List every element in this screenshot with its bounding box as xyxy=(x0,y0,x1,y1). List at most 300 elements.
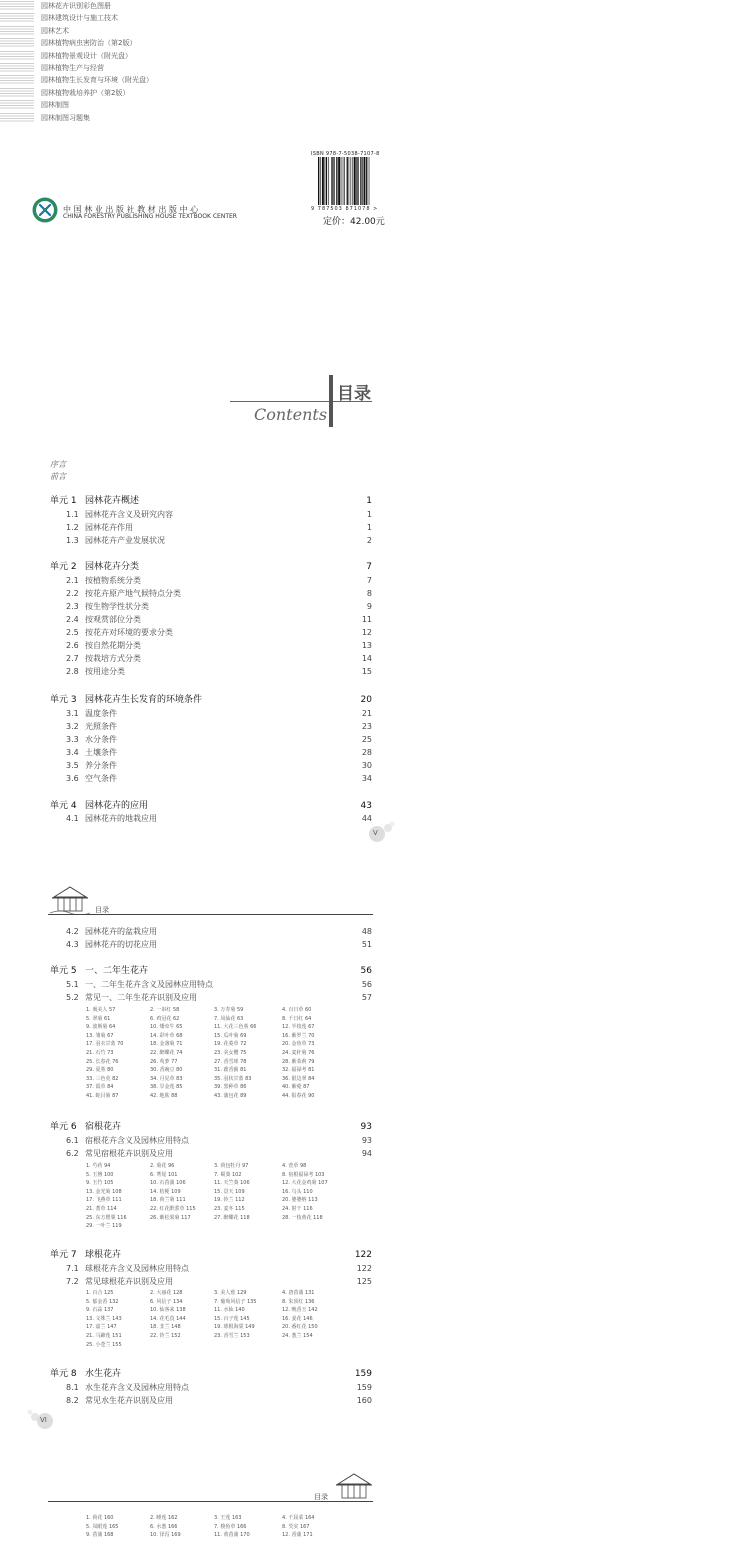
toc-section-entry xyxy=(0,508,750,521)
species-entry: 19. 花菱草 72 xyxy=(214,1041,247,1048)
species-entry: 3. 万寿菊 59 xyxy=(214,1007,244,1013)
species-entry: 16. 紫罗兰 70 xyxy=(282,1032,315,1039)
barcode-digits: 9 787503 871078 > xyxy=(311,206,379,212)
species-entry: 19. 球根海棠 149 xyxy=(214,1324,255,1331)
species-entry: 11. 天竺葵 106 xyxy=(214,1180,250,1187)
book-list-item xyxy=(0,87,300,99)
species-entry: 10. 矮牵牛 65 xyxy=(150,1024,183,1031)
stripe-decoration xyxy=(0,75,34,85)
toc-section-entry xyxy=(0,733,750,746)
species-entry: 2. 大丽花 128 xyxy=(150,1290,183,1296)
toc-page-number: 56 xyxy=(361,980,372,989)
species-entry: 1. 荷花 160 xyxy=(86,1515,114,1521)
toc-number: 3.6 xyxy=(66,774,79,783)
toc-number: 单元 2 xyxy=(50,562,77,572)
toc-title: 前言 xyxy=(50,472,66,481)
toc-section-entry xyxy=(0,652,750,665)
species-entry: 15. 景天 109 xyxy=(214,1188,245,1195)
species-entry: 33. 三色苋 82 xyxy=(86,1075,119,1082)
book-title: 园林植物栽培养护（第2版） xyxy=(41,88,130,97)
toc-title: 光照条件 xyxy=(85,722,117,731)
page-number: V xyxy=(373,829,378,837)
species-entry: 12. 香蒲 171 xyxy=(282,1532,313,1539)
toc-page-number: 125 xyxy=(356,1277,372,1286)
toc-title: 水分条件 xyxy=(85,735,117,744)
pavilion-illustration-icon xyxy=(334,1470,374,1502)
toc-number: 单元 8 xyxy=(50,1369,77,1379)
species-entry: 8. 芡实 167 xyxy=(282,1523,310,1530)
toc-page-number: 13 xyxy=(361,641,372,650)
species-entry: 24. 麦秆菊 76 xyxy=(282,1050,315,1056)
toc-title: 园林花卉分类 xyxy=(85,562,140,572)
isbn-text: ISBN 978-7-5038-7107-8 xyxy=(311,151,380,157)
species-entry: 10. 石菖蒲 106 xyxy=(150,1180,186,1187)
toc-title: 按生物学性状分类 xyxy=(85,602,149,611)
toc-number: 6.2 xyxy=(66,1149,79,1158)
toc-page-number: 30 xyxy=(361,761,372,770)
toc-front-entry xyxy=(0,470,750,483)
toc-title: 园林花卉产业发展状况 xyxy=(85,536,165,545)
book-list-item xyxy=(0,25,300,37)
species-entry: 24. 葱兰 154 xyxy=(282,1333,313,1339)
species-entry: 14. 彩叶草 68 xyxy=(150,1032,183,1039)
species-entry: 35. 羽状甘蓝 83 xyxy=(214,1075,252,1082)
species-entry: 39. 黑种草 86 xyxy=(214,1084,247,1091)
toc-number: 7.2 xyxy=(66,1277,79,1286)
toc-title: 水生花卉含义及园林应用特点 xyxy=(85,1383,189,1392)
toc-page-number: 15 xyxy=(361,667,372,676)
toc-page-number: 28 xyxy=(361,748,372,757)
toc-page-number: 9 xyxy=(366,602,372,611)
price-label: 定价：42.00元 xyxy=(323,217,385,227)
species-entry: 24. 射干 116 xyxy=(282,1206,313,1212)
toc-title: 常见球根花卉识别及应用 xyxy=(85,1277,173,1286)
book-title: 园林植物生长发育与环境（附光盘） xyxy=(41,76,153,85)
species-entry: 25. 小苍兰 155 xyxy=(86,1341,122,1348)
toc-title: 序言 xyxy=(50,460,66,469)
toc-title: 常见水生花卉识别及应用 xyxy=(85,1396,173,1405)
species-entry: 14. 桔梗 109 xyxy=(150,1188,181,1195)
species-entry: 6. 水葱 166 xyxy=(150,1523,178,1530)
toc-section-entry xyxy=(0,639,750,652)
toc-title: 按自然花期分类 xyxy=(85,641,141,650)
species-entry: 23. 麦冬 115 xyxy=(214,1206,245,1212)
toc-number: 1.3 xyxy=(66,536,79,545)
species-entry: 22. 铃兰 152 xyxy=(150,1333,181,1339)
toc-page-number: 122 xyxy=(354,1250,372,1260)
species-entry: 17. 飞燕草 111 xyxy=(86,1197,122,1204)
toc-title: 按栽培方式分类 xyxy=(85,654,141,663)
species-entry: 30. 香豌豆 80 xyxy=(150,1067,183,1074)
species-entry: 4. 千屈菜 164 xyxy=(282,1515,315,1521)
toc-number: 2.1 xyxy=(66,576,79,585)
toc-section-entry xyxy=(0,707,750,720)
species-entry: 4. 萱草 98 xyxy=(282,1163,307,1169)
stripe-decoration xyxy=(0,26,34,36)
book-title: 园林植物生产与经营 xyxy=(41,64,104,72)
species-entry: 7. 蜀葵 102 xyxy=(214,1171,242,1178)
species-entry: 5. 翠菊 61 xyxy=(86,1015,111,1022)
toc-number: 6.1 xyxy=(66,1136,79,1145)
book-list-item xyxy=(0,12,300,24)
toc-number: 3.3 xyxy=(66,735,79,744)
toc-title: 土壤条件 xyxy=(85,748,117,757)
species-entry: 20. 金鱼草 73 xyxy=(282,1041,315,1048)
toc-title: 按用途分类 xyxy=(85,667,125,676)
stripe-decoration xyxy=(0,13,34,23)
toc-page-number: 122 xyxy=(356,1264,372,1273)
book-title: 园林植物景观设计（附光盘） xyxy=(41,51,132,60)
species-entry: 9. 波斯菊 64 xyxy=(86,1024,116,1031)
toc-page-number: 93 xyxy=(361,1136,372,1145)
species-entry: 12. 大花金鸡菊 107 xyxy=(282,1180,328,1187)
toc-unit-entry xyxy=(0,1368,750,1381)
toc-title: 一、二年生花卉含义及园林应用特点 xyxy=(85,980,213,989)
header-rule xyxy=(48,914,373,915)
species-entry: 9. 玉竹 105 xyxy=(86,1180,114,1187)
contents-title-cn: 目录 xyxy=(337,384,371,404)
running-header: 目录 xyxy=(314,1493,328,1501)
toc-page-number: 12 xyxy=(361,628,372,637)
species-entry: 21. 石竹 73 xyxy=(86,1050,114,1056)
toc-number: 单元 6 xyxy=(50,1122,77,1132)
toc-number: 3.4 xyxy=(66,748,79,757)
species-entry: 26. 紫松果菊 117 xyxy=(150,1214,191,1221)
toc-section-entry xyxy=(0,720,750,733)
species-entry: 22. 醉蝶花 74 xyxy=(150,1050,183,1056)
toc-number: 单元 7 xyxy=(50,1250,77,1260)
toc-page-number: 94 xyxy=(361,1149,372,1158)
toc-number: 2.7 xyxy=(66,654,79,663)
toc-page-number: 51 xyxy=(361,940,372,949)
dots-decoration-icon xyxy=(26,1408,86,1432)
pavilion-illustration-icon xyxy=(50,883,90,915)
toc-page-number: 21 xyxy=(361,709,372,718)
stripe-decoration xyxy=(0,38,34,48)
stripe-decoration xyxy=(0,88,34,98)
species-entry: 29. 一叶兰 119 xyxy=(86,1223,122,1230)
toc-page-number: 1 xyxy=(366,510,372,519)
barcode-icon xyxy=(317,157,387,207)
toc-page-number: 1 xyxy=(366,523,372,532)
species-entry: 13. 雏菊 67 xyxy=(86,1032,114,1039)
species-entry: 20. 番红花 150 xyxy=(282,1324,318,1331)
toc-page-number: 44 xyxy=(361,814,372,823)
species-entry: 6. 鸢尾 101 xyxy=(150,1171,178,1178)
toc-number: 7.1 xyxy=(66,1264,79,1273)
toc-number: 单元 5 xyxy=(50,966,77,976)
species-entry: 17. 嘉兰 147 xyxy=(86,1324,117,1331)
book-list-item xyxy=(0,0,300,12)
toc-title: 一、二年生花卉 xyxy=(85,966,149,976)
toc-number: 5.1 xyxy=(66,980,79,989)
species-entry: 8. 宿根福禄考 103 xyxy=(282,1171,325,1178)
species-entry: 4. 唐菖蒲 131 xyxy=(282,1290,315,1296)
species-entry: 2. 菊花 96 xyxy=(150,1163,175,1169)
toc-number: 单元 4 xyxy=(50,801,77,811)
species-entry: 8. 朱顶红 136 xyxy=(282,1298,315,1305)
species-entry: 7. 梭鱼草 166 xyxy=(214,1523,247,1530)
species-entry: 29. 夏堇 80 xyxy=(86,1067,114,1074)
toc-section-entry xyxy=(0,600,750,613)
toc-page-number: 48 xyxy=(361,927,372,936)
species-entry: 28. 紫茉莉 79 xyxy=(282,1058,315,1065)
species-entry: 42. 地肤 88 xyxy=(150,1093,178,1099)
toc-section-entry xyxy=(0,665,750,678)
toc-section-entry xyxy=(0,1134,750,1147)
header-rule xyxy=(48,1501,373,1502)
species-entry: 17. 羽衣甘蓝 70 xyxy=(86,1041,124,1048)
toc-number: 4.1 xyxy=(66,814,79,823)
species-entry: 1. 虞美人 57 xyxy=(86,1007,116,1013)
toc-page-number: 1 xyxy=(366,496,372,506)
species-entry: 28. 一枝黄花 118 xyxy=(282,1214,323,1221)
toc-number: 4.2 xyxy=(66,927,79,936)
toc-section-entry xyxy=(0,978,750,991)
species-entry: 34. 月见草 83 xyxy=(150,1075,183,1082)
toc-number: 8.2 xyxy=(66,1396,79,1405)
toc-title: 温度条件 xyxy=(85,709,117,718)
toc-number: 2.4 xyxy=(66,615,79,624)
stripe-decoration xyxy=(0,113,34,123)
toc-section-entry xyxy=(0,759,750,772)
species-entry: 9. 石蒜 137 xyxy=(86,1307,114,1314)
toc-page-number: 159 xyxy=(356,1383,372,1392)
species-entry: 4. 百日草 60 xyxy=(282,1007,312,1013)
toc-title: 园林花卉的应用 xyxy=(85,801,149,811)
toc-section-entry xyxy=(0,626,750,639)
species-entry: 21. 蓍草 114 xyxy=(86,1206,117,1212)
toc-unit-entry xyxy=(0,561,750,574)
toc-section-entry xyxy=(0,574,750,587)
stripe-decoration xyxy=(0,51,34,61)
toc-page-number: 93 xyxy=(360,1122,372,1132)
species-entry: 9. 菖蒲 168 xyxy=(86,1532,114,1539)
publisher-name-en: CHINA FORESTRY PUBLISHING HOUSE TEXTBOOK CENTER xyxy=(63,213,237,220)
running-header: 目录 xyxy=(95,906,109,914)
toc-title: 球根花卉含义及园林应用特点 xyxy=(85,1264,189,1273)
toc-section-entry xyxy=(0,772,750,785)
toc-title: 园林花卉的切花应用 xyxy=(85,940,157,949)
toc-number: 4.3 xyxy=(66,940,79,949)
page-number-badge xyxy=(26,1408,86,1432)
species-entry: 25. 长春花 76 xyxy=(86,1058,119,1065)
species-entry: 27. 醉蝶花 118 xyxy=(214,1214,250,1221)
toc-page-number: 56 xyxy=(360,966,372,976)
species-entry: 23. 美女樱 75 xyxy=(214,1050,247,1056)
species-entry: 16. 姜花 146 xyxy=(282,1315,313,1322)
toc-title: 空气条件 xyxy=(85,774,117,783)
toc-section-entry xyxy=(0,613,750,626)
species-entry: 12. 半枝莲 67 xyxy=(282,1024,315,1031)
toc-number: 单元 3 xyxy=(50,695,77,705)
species-entry: 11. 黄菖蒲 170 xyxy=(214,1532,250,1539)
toc-section-entry xyxy=(0,1381,750,1394)
species-entry: 13. 金光菊 108 xyxy=(86,1188,122,1195)
toc-title: 园林花卉作用 xyxy=(85,523,133,532)
species-entry: 12. 晚香玉 142 xyxy=(282,1307,318,1314)
species-entry: 27. 香雪球 78 xyxy=(214,1058,247,1065)
toc-page-number: 160 xyxy=(356,1396,372,1405)
book-list-item xyxy=(0,62,300,74)
toc-title: 常见宿根花卉识别及应用 xyxy=(85,1149,173,1158)
toc-title: 园林花卉的盆栽应用 xyxy=(85,927,157,936)
toc-title: 按花卉对环境的要求分类 xyxy=(85,628,173,637)
contents-title-en: Contents xyxy=(254,405,328,424)
species-entry: 7. 凤仙花 63 xyxy=(214,1015,244,1022)
species-entry: 10. 仙客来 138 xyxy=(150,1307,186,1314)
toc-title: 按花卉原产地气候特点分类 xyxy=(85,589,181,598)
species-entry: 15. 百子莲 145 xyxy=(214,1315,250,1322)
species-entry: 10. 泽泻 169 xyxy=(150,1532,181,1539)
book-list-item xyxy=(0,112,300,124)
toc-number: 2.2 xyxy=(66,589,79,598)
toc-section-entry xyxy=(0,534,750,547)
toc-title: 园林花卉概述 xyxy=(85,496,140,506)
species-entry: 25. 东方罂粟 116 xyxy=(86,1214,127,1221)
toc-number: 1.2 xyxy=(66,523,79,532)
toc-section-entry xyxy=(0,1275,750,1288)
species-entry: 16. 乌头 110 xyxy=(282,1188,313,1195)
toc-unit-entry xyxy=(0,1121,750,1134)
species-entry: 8. 千日红 64 xyxy=(282,1015,312,1022)
species-entry: 1. 芍药 94 xyxy=(86,1163,111,1169)
species-entry: 38. 旱金莲 85 xyxy=(150,1084,183,1091)
toc-page-number: 8 xyxy=(366,589,372,598)
species-entry: 2. 睡莲 162 xyxy=(150,1515,178,1521)
species-entry: 18. 韭兰 148 xyxy=(150,1324,181,1331)
toc-title: 宿根花卉 xyxy=(85,1122,122,1132)
toc-page-number: 43 xyxy=(360,801,372,811)
toc-title: 园林花卉的地栽应用 xyxy=(85,814,157,823)
contents-bar xyxy=(329,375,333,427)
species-entry: 5. 玉簪 100 xyxy=(86,1171,114,1178)
toc-number: 5.2 xyxy=(66,993,79,1002)
toc-page-number: 7 xyxy=(366,576,372,585)
toc-number: 2.5 xyxy=(66,628,79,637)
toc-number: 3.2 xyxy=(66,722,79,731)
toc-number: 单元 1 xyxy=(50,496,77,506)
toc-title: 按植物系统分类 xyxy=(85,576,141,585)
species-entry: 37. 霞草 84 xyxy=(86,1084,114,1091)
species-entry: 5. 郁金香 132 xyxy=(86,1298,119,1305)
species-entry: 3. 王莲 163 xyxy=(214,1515,242,1521)
toc-title: 养分条件 xyxy=(85,761,117,770)
species-entry: 13. 文殊兰 143 xyxy=(86,1315,122,1322)
toc-section-entry xyxy=(0,938,750,951)
species-entry: 5. 凤眼莲 165 xyxy=(86,1523,119,1530)
toc-title: 常见一、二年生花卉识别及应用 xyxy=(85,993,197,1002)
toc-number: 3.5 xyxy=(66,761,79,770)
toc-number: 3.1 xyxy=(66,709,79,718)
species-entry: 19. 铃兰 112 xyxy=(214,1197,245,1204)
species-entry: 22. 红花酢浆草 115 xyxy=(150,1206,196,1212)
toc-number: 2.8 xyxy=(66,667,79,676)
toc-section-entry xyxy=(0,991,750,1004)
page-number: VI xyxy=(40,1416,47,1424)
species-entry: 21. 马蹄莲 151 xyxy=(86,1333,122,1339)
toc-page-number: 11 xyxy=(361,615,372,624)
species-entry: 44. 报春花 90 xyxy=(282,1093,315,1099)
species-entry: 11. 水仙 140 xyxy=(214,1307,245,1314)
toc-unit-entry xyxy=(0,495,750,508)
toc-page-number: 14 xyxy=(361,654,372,663)
stripe-decoration xyxy=(0,63,34,73)
species-entry: 11. 大花三色堇 66 xyxy=(214,1024,257,1031)
toc-section-entry xyxy=(0,521,750,534)
species-entry: 31. 藿香蓟 81 xyxy=(214,1067,247,1074)
species-entry: 2. 一串红 58 xyxy=(150,1007,180,1013)
species-entry: 40. 紫菀 87 xyxy=(282,1084,310,1091)
toc-title: 园林花卉生长发育的环境条件 xyxy=(85,695,203,705)
species-entry: 36. 银边翠 84 xyxy=(282,1075,315,1082)
toc-number: 2.3 xyxy=(66,602,79,611)
toc-section-entry xyxy=(0,1262,750,1275)
species-entry: 23. 香雪兰 153 xyxy=(214,1333,250,1339)
toc-number: 2.6 xyxy=(66,641,79,650)
page-number-badge xyxy=(364,820,424,844)
book-title: 园林花卉识别彩色图册 xyxy=(41,2,111,10)
book-title: 园林制图 xyxy=(41,101,69,110)
publisher-name-cn: 中国林业出版社教材出版中心 xyxy=(63,205,201,214)
toc-title: 水生花卉 xyxy=(85,1369,122,1379)
toc-page-number: 7 xyxy=(366,562,372,572)
species-entry: 18. 荷兰菊 111 xyxy=(150,1197,186,1204)
species-entry: 14. 花毛茛 144 xyxy=(150,1315,186,1322)
stripe-decoration xyxy=(0,1,34,11)
book-title: 园林艺术 xyxy=(41,26,69,35)
toc-section-entry xyxy=(0,587,750,600)
toc-section-entry xyxy=(0,925,750,938)
species-entry: 3. 美人蕉 129 xyxy=(214,1290,247,1296)
toc-section-entry xyxy=(0,1147,750,1160)
book-list-item xyxy=(0,37,300,49)
species-entry: 18. 金盏菊 71 xyxy=(150,1041,183,1048)
toc-title: 宿根花卉含义及园林应用特点 xyxy=(85,1136,189,1145)
species-entry: 26. 茑萝 77 xyxy=(150,1058,178,1065)
book-title: 园林植物病虫害防治（第2版） xyxy=(41,39,137,48)
species-entry: 15. 瓜叶菊 69 xyxy=(214,1032,247,1039)
species-entry: 6. 鸡冠花 62 xyxy=(150,1015,180,1022)
publisher-logo-icon xyxy=(32,197,58,223)
toc-title: 按观赏部位分类 xyxy=(85,615,141,624)
species-entry: 32. 福禄考 81 xyxy=(282,1067,315,1074)
toc-title: 球根花卉 xyxy=(85,1250,122,1260)
toc-page-number: 34 xyxy=(361,774,372,783)
stripe-decoration xyxy=(0,100,34,110)
toc-page-number: 57 xyxy=(361,993,372,1002)
toc-page-number: 23 xyxy=(361,722,372,731)
toc-unit-entry xyxy=(0,694,750,707)
book-title: 园林建筑设计与施工技术 xyxy=(41,14,118,23)
species-entry: 20. 婆婆纳 113 xyxy=(282,1197,318,1204)
toc-page-number: 20 xyxy=(360,695,372,705)
species-entry: 43. 蒲包花 89 xyxy=(214,1093,247,1099)
book-title: 园林制图习题集 xyxy=(41,113,90,122)
toc-unit-entry xyxy=(0,1249,750,1262)
species-entry: 1. 百合 125 xyxy=(86,1290,114,1296)
species-entry: 6. 风信子 134 xyxy=(150,1298,183,1305)
species-entry: 3. 荷包牡丹 97 xyxy=(214,1163,249,1169)
book-list-item xyxy=(0,99,300,111)
book-list-item xyxy=(0,50,300,62)
toc-page-number: 159 xyxy=(354,1369,372,1379)
species-entry: 7. 葡萄风信子 135 xyxy=(214,1298,257,1305)
toc-section-entry xyxy=(0,746,750,759)
toc-title: 园林花卉含义及研究内容 xyxy=(85,510,173,519)
toc-number: 1.1 xyxy=(66,510,79,519)
toc-section-entry xyxy=(0,1394,750,1407)
